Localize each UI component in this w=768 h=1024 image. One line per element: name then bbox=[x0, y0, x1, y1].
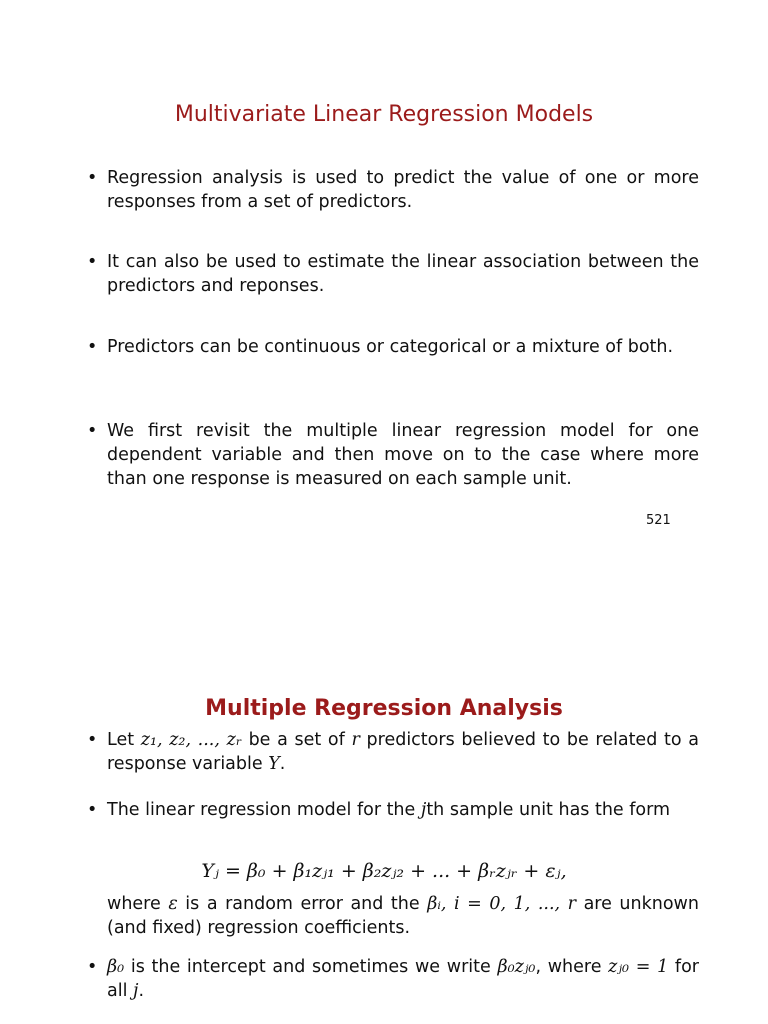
bullet-text: It can also be used to estimate the linear association between the predictors and reponses. bbox=[107, 252, 699, 296]
slide1-bullet-2 bbox=[87, 250, 699, 298]
bullet-dot: • bbox=[87, 800, 98, 820]
bullet-dot: • bbox=[87, 168, 98, 188]
slide1-bullet-1 bbox=[87, 166, 699, 214]
bullet-dot: • bbox=[87, 252, 98, 272]
slide1-title: Multivariate Linear Regression Models bbox=[174, 102, 594, 127]
slide2-bullet-2 bbox=[87, 798, 699, 822]
slide1-bullet-3 bbox=[87, 335, 699, 359]
bullet-text: We first revisit the multiple linear regression model for one dependent variable and then move on to the case where more than one response is measured on each sample unit. bbox=[107, 421, 699, 489]
slide2-bullet-2-continued bbox=[87, 892, 699, 940]
bullet-text: Regression analysis is used to predict the value of one or more responses from a set of predictors. bbox=[107, 168, 699, 212]
bullet-dot: • bbox=[87, 957, 98, 977]
bullet-text: where ε is a random error and the βᵢ, i = 0, 1, ..., r are unknown (and fixed) regression coefficients. bbox=[107, 894, 699, 938]
bullet-dot: • bbox=[87, 730, 98, 750]
bullet-text: β₀ is the intercept and sometimes we write β₀zⱼ₀, where zⱼ₀ = 1 for all j. bbox=[107, 957, 699, 1001]
bullet-text: The linear regression model for the jth sample unit has the form bbox=[107, 800, 671, 820]
regression-equation: Yⱼ = β₀ + β₁zⱼ₁ + β₂zⱼ₂ + ... + βᵣzⱼᵣ + εⱼ, bbox=[201, 860, 567, 882]
bullet-dot: • bbox=[87, 337, 98, 357]
slide2-bullet-1 bbox=[87, 728, 699, 776]
slide2-bullet-3 bbox=[87, 955, 699, 1003]
bullet-text: Let z₁, z₂, ..., zᵣ be a set of r predictors believed to be related to a response variable Y. bbox=[107, 730, 699, 774]
slide1-bullet-4 bbox=[87, 419, 699, 491]
bullet-text: Predictors can be continuous or categorical or a mixture of both. bbox=[107, 337, 674, 357]
slide2-title: Multiple Regression Analysis bbox=[205, 696, 563, 721]
bullet-dot: • bbox=[87, 421, 98, 441]
page-number: 521 bbox=[646, 513, 671, 528]
